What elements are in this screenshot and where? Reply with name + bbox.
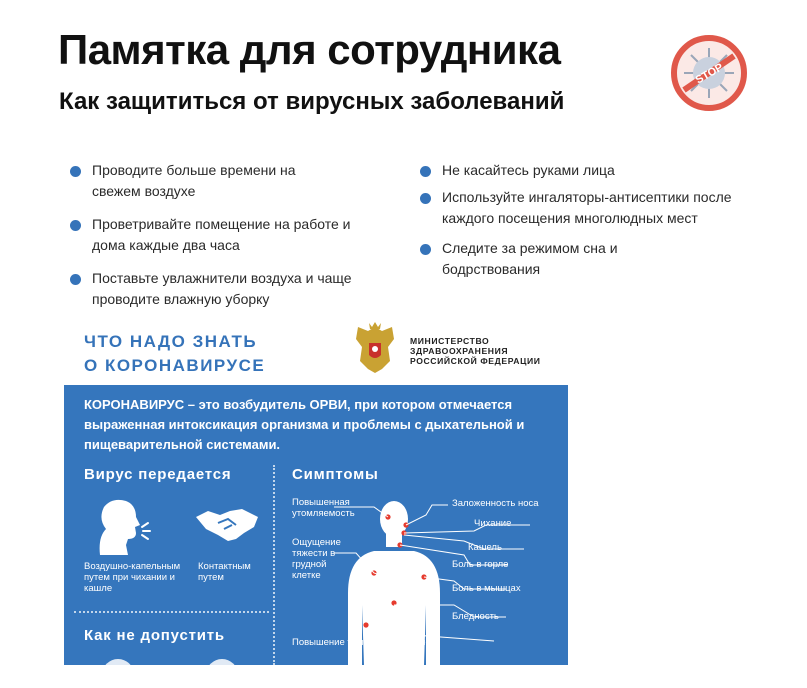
stop-badge-text: STOP xyxy=(693,61,726,87)
symptom-cough-label: Кашель xyxy=(468,542,502,553)
bullet-dot-icon xyxy=(70,274,81,285)
tip-text: Проветривайте помещение на работе и дома каждые два часа xyxy=(92,216,351,253)
tip-item xyxy=(420,238,740,280)
symptom-chest-text: Ощущение тяжести в грудной клетке xyxy=(292,537,341,581)
coronavirus-heading-line2: О КОРОНАВИРУСЕ xyxy=(84,356,266,375)
tip-text: Следите за режимом сна и бодрствования xyxy=(442,240,618,277)
tip-text: Поставьте увлажнители воздуха и чаще проводите влажную уборку xyxy=(92,270,352,307)
symptom-sneeze-label: Чихание xyxy=(474,518,512,529)
bullet-dot-icon xyxy=(420,193,431,204)
page-subtitle: Как защититься от вирусных заболеваний xyxy=(59,88,565,115)
ministry-line1: МИНИСТЕРСТВО xyxy=(410,336,490,346)
symptoms-title: Симптомы xyxy=(292,466,379,483)
page-title: Памятка для сотрудника xyxy=(58,26,561,73)
tip-text: Используйте ингаляторы-антисептики после каждого посещения многолюдных мест xyxy=(442,189,732,226)
tip-text: Не касайтесь руками лица xyxy=(442,162,615,178)
coronavirus-definition-text: – это возбудитель ОРВИ, при котором отмечается выраженная интоксикация организма и проблемы с дыхательной и пищеварительной системами. xyxy=(84,397,525,452)
airborne-label: Воздушно-капельным путем при чихании и кашле xyxy=(84,561,181,594)
bullet-dot-icon xyxy=(420,166,431,177)
tips-left-column xyxy=(70,160,390,319)
tip-item xyxy=(70,160,390,202)
symptom-chest-label xyxy=(292,537,352,581)
coat-of-arms-icon xyxy=(352,321,398,377)
tip-item xyxy=(70,214,390,256)
bullet-dot-icon xyxy=(70,166,81,177)
symptom-congestion-label: Заложенность носа xyxy=(452,498,539,509)
bullet-dot-icon xyxy=(420,244,431,255)
tips-right-column xyxy=(420,160,740,289)
ministry-line3: РОССИЙСКОЙ ФЕДЕРАЦИИ xyxy=(410,356,541,366)
bullet-dot-icon xyxy=(70,220,81,231)
symptom-fatigue-label xyxy=(292,497,370,519)
coronavirus-definition xyxy=(84,395,554,455)
coronavirus-info-panel xyxy=(64,385,568,665)
ministry-name xyxy=(410,336,580,366)
symptom-fever-label: Повышение температуры, озноб xyxy=(292,637,437,648)
virus-stop-icon xyxy=(670,34,748,112)
symptom-pale-label: Бледность xyxy=(452,611,499,622)
coronavirus-heading-line1: ЧТО НАДО ЗНАТЬ xyxy=(84,332,258,351)
ministry-line2: ЗДРАВООХРАНЕНИЯ xyxy=(410,346,509,356)
coronavirus-term: КОРОНАВИРУС xyxy=(84,397,185,412)
section-divider xyxy=(74,611,269,613)
transmission-title: Вирус передается xyxy=(84,466,232,483)
coronavirus-heading xyxy=(84,330,334,378)
prevention-icons-row xyxy=(100,655,260,665)
tip-item xyxy=(70,268,390,310)
symptom-throat-label: Боль в горле xyxy=(452,559,509,570)
tip-item xyxy=(420,187,740,229)
symptom-fatigue-text: Повышенная утомляемость xyxy=(292,497,355,519)
sneezing-head-icon xyxy=(92,497,152,555)
handshake-icon xyxy=(194,505,260,543)
symptom-muscles-label: Боль в мышцах xyxy=(452,583,521,594)
contact-label: Контактным путем xyxy=(198,561,251,583)
tip-item xyxy=(420,160,740,181)
prevent-title: Как не допустить xyxy=(84,627,225,644)
tip-text: Проводите больше времени на свежем воздухе xyxy=(92,162,296,199)
